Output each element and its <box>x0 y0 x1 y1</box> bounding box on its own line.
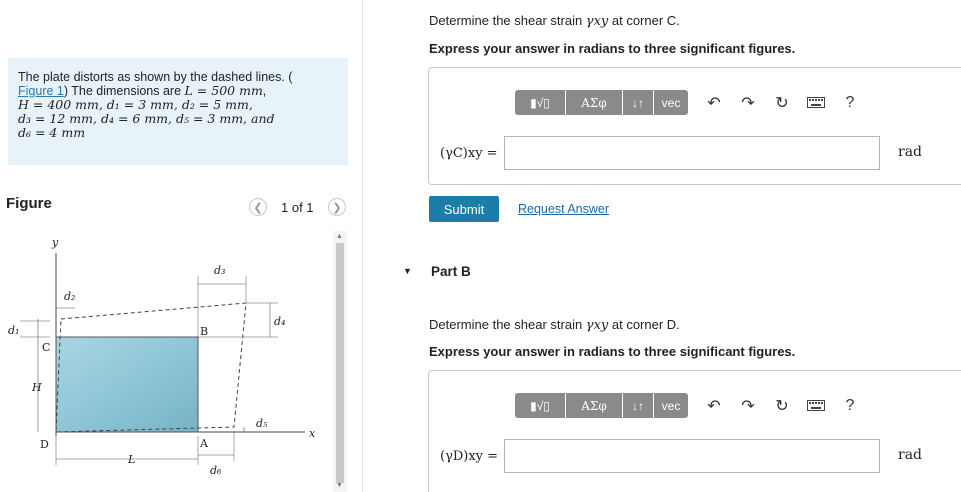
problem-text: ) The dimensions are <box>63 84 185 98</box>
part-b-question: Determine the shear strain γxy at corner D. <box>429 317 680 333</box>
redo-icon[interactable]: ↷ <box>741 397 755 415</box>
label-C: C <box>42 341 51 354</box>
part-b-unit: rad <box>898 447 923 463</box>
scroll-down-icon[interactable]: ▼ <box>336 482 343 489</box>
next-figure-button[interactable] <box>328 198 346 216</box>
problem-statement: The plate distorts as shown by the dashed lines. ( Figure 1) The dimensions are L = 500 mm, H = 400 mm, d₁ = 3 mm, d₂ = 5 mm, d₃ = 12 mm, d₄ = 6 mm, d₅ = 3 mm, and d₆ = 4 mm <box>8 58 348 165</box>
label-D: D <box>40 438 49 451</box>
dimension-line-4: d₆ = 4 mm <box>18 125 86 140</box>
undo-icon[interactable]: ↶ <box>707 397 721 415</box>
part-b-answer-input[interactable] <box>504 439 880 473</box>
templates-button[interactable]: ▮√▯ <box>515 393 566 418</box>
part-b-toolbar <box>515 393 862 418</box>
math-template-group <box>515 393 688 418</box>
figure-scrollbar[interactable] <box>333 231 347 492</box>
keyboard-icon[interactable] <box>804 394 828 418</box>
math-template-group <box>515 90 688 115</box>
label-H: H <box>32 381 42 394</box>
subscript-superscript-button[interactable]: ↓↑ <box>623 393 654 418</box>
part-a-toolbar <box>515 90 862 115</box>
part-b-collapse-icon[interactable]: ▼ <box>403 266 412 276</box>
part-a-instruction: Express your answer in radians to three significant figures. <box>429 41 796 56</box>
vector-button[interactable]: vec <box>654 393 688 418</box>
part-b-title[interactable]: Part B <box>431 264 471 279</box>
submit-button[interactable]: Submit <box>429 196 499 222</box>
chevron-right-icon: ❯ <box>332 201 342 214</box>
part-a-question: Determine the shear strain γxy at corner C. <box>429 13 680 29</box>
label-d5: d₅ <box>256 417 268 430</box>
figure-pager: 1 of 1 <box>281 200 314 215</box>
figure-link[interactable]: Figure 1 <box>18 84 64 98</box>
greek-symbols-button[interactable]: ΑΣφ <box>566 90 623 115</box>
deformation-figure <box>0 231 330 492</box>
chevron-left-icon: ❮ <box>253 201 263 214</box>
part-a-answer-input[interactable] <box>504 136 880 170</box>
part-a-answer-box <box>428 67 961 185</box>
dimension-L: L = 500 mm <box>184 83 263 98</box>
dimension-line-3: d₃ = 12 mm, d₄ = 6 mm, d₅ = 3 mm, and <box>18 111 275 126</box>
reset-icon[interactable]: ↻ <box>775 397 789 415</box>
label-y: y <box>52 236 59 249</box>
label-d3: d₃ <box>214 264 226 277</box>
prev-figure-button[interactable] <box>249 198 267 216</box>
part-b-variable-label: (γD)xy = <box>440 449 499 464</box>
dimension-line-2: H = 400 mm, d₁ = 3 mm, d₂ = 5 mm, <box>18 97 253 112</box>
help-icon[interactable]: ? <box>845 396 855 414</box>
templates-button[interactable]: ▮√▯ <box>515 90 566 115</box>
subscript-superscript-button[interactable]: ↓↑ <box>623 90 654 115</box>
panel-divider <box>362 0 363 492</box>
scroll-up-icon[interactable]: ▲ <box>336 233 343 240</box>
part-a-unit: rad <box>898 144 923 160</box>
help-icon[interactable]: ? <box>845 93 855 111</box>
scrollbar-thumb[interactable] <box>336 243 344 483</box>
plate <box>56 337 198 432</box>
label-x: x <box>309 427 316 440</box>
problem-text: The plate distorts as shown by the dashed lines. ( <box>18 70 293 84</box>
label-d4: d₄ <box>274 315 286 328</box>
label-d6: d₆ <box>210 464 222 477</box>
undo-icon[interactable]: ↶ <box>707 94 721 112</box>
label-A: A <box>200 437 208 450</box>
label-d2: d₂ <box>64 290 76 303</box>
label-B: B <box>200 325 209 338</box>
figure-title: Figure <box>6 195 52 212</box>
request-answer-link[interactable]: Request Answer <box>518 202 610 216</box>
part-a-variable-label: (γC)xy = <box>440 146 498 161</box>
keyboard-icon[interactable] <box>804 91 828 115</box>
label-L: L <box>128 453 136 466</box>
label-d1: d₁ <box>8 324 20 337</box>
vector-button[interactable]: vec <box>654 90 688 115</box>
redo-icon[interactable]: ↷ <box>741 94 755 112</box>
reset-icon[interactable]: ↻ <box>775 94 789 112</box>
part-b-instruction: Express your answer in radians to three significant figures. <box>429 344 796 359</box>
part-b-answer-box <box>428 370 961 492</box>
greek-symbols-button[interactable]: ΑΣφ <box>566 393 623 418</box>
